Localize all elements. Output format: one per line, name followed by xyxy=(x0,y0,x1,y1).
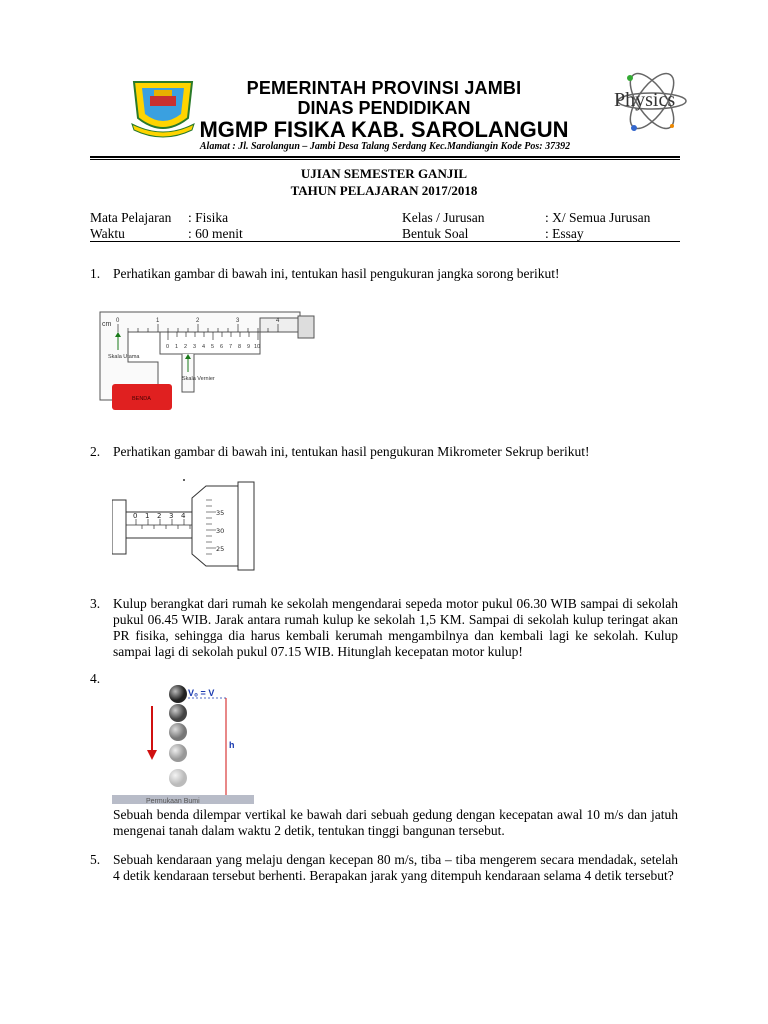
micrometer-sleeve-tick: 2 xyxy=(157,512,162,520)
caliper-vernier-tick: 7 xyxy=(229,344,233,350)
question-4-text: Sebuah benda dilempar vertikal ke bawah dari sebuah gedung dengan kecepatan awal 10 m/s dan jatuh mengenai tanah dalam waktu 2 detik, tentukan tinggi bangunan tersebut. xyxy=(113,807,678,838)
micrometer-thimble-tick: 25 xyxy=(216,545,225,553)
time-value: : 60 menit xyxy=(188,226,243,241)
question-1-number: 1. xyxy=(90,266,101,281)
header-mgmp: MGMP FISIKA KAB. SAROLANGUN xyxy=(199,117,569,142)
caliper-unit-label: cm xyxy=(102,321,112,328)
exam-year: TAHUN PELAJARAN 2017/2018 xyxy=(290,183,478,198)
question-2-text: Perhatikan gambar di bawah ini, tentukan hasil pengukuran Mikrometer Sekrup berikut! xyxy=(113,444,590,459)
physics-logo-text: Physics xyxy=(614,89,676,111)
caliper-vernier-tick: 2 xyxy=(184,344,188,350)
header-government: PEMERINTAH PROVINSI JAMBI xyxy=(246,78,522,98)
form-value: : Essay xyxy=(545,226,584,241)
header-divider-thin xyxy=(90,159,680,160)
free-fall-v0-label: V₀ = V xyxy=(188,688,215,698)
exam-title: UJIAN SEMESTER GANJIL xyxy=(300,166,468,181)
question-2-number: 2. xyxy=(90,444,101,459)
vernier-caliper-figure xyxy=(98,300,320,412)
micrometer-sleeve-tick: 3 xyxy=(169,512,174,520)
caliper-vernier-tick: 3 xyxy=(193,344,197,350)
caliper-vernier-tick: 8 xyxy=(238,344,242,350)
caliper-vernier-scale-label: Skala Vernier xyxy=(182,376,215,382)
caliper-main-tick: 3 xyxy=(236,318,240,324)
header-address: Alamat : Jl. Sarolangun – Jambi Desa Talang Serdang Kec.Mandiangin Kode Pos: 37392 xyxy=(199,141,571,152)
caliper-main-tick: 1 xyxy=(156,318,160,324)
question-4-number: 4. xyxy=(90,671,101,686)
class-label: Kelas / Jurusan xyxy=(402,210,485,225)
class-value: : X/ Semua Jurusan xyxy=(545,210,651,225)
caliper-main-tick: 4 xyxy=(276,318,280,324)
micrometer-thimble-tick: 30 xyxy=(216,527,225,535)
question-1-text: Perhatikan gambar di bawah ini, tentukan hasil pengukuran jangka sorong berikut! xyxy=(113,266,560,281)
question-5-text: Sebuah kendaraan yang melaju dengan kecepan 80 m/s, tiba – tiba mengerem secara mendadak, setelah 4 detik kendaraan tersebut berhenti. Berapakan jarak yang ditempuh kendaraan selama 4 detik tersebut? xyxy=(113,852,678,883)
free-fall-figure xyxy=(112,682,258,806)
micrometer-thimble-tick: 35 xyxy=(216,509,225,517)
free-fall-height-label: h xyxy=(229,740,235,750)
time-label: Waktu xyxy=(90,226,125,241)
caliper-object-label: BENDA xyxy=(132,396,151,402)
caliper-vernier-tick: 6 xyxy=(220,344,224,350)
question-3-text: Kulup berangkat dari rumah ke sekolah mengendarai sepeda motor pukul 06.30 WIB sampai di sekolah pukul 06.45 WIB. Jarak antara rumah kulup ke sekolah 1,5 KM. Sampai di sekolah kulup teringat akan PR fisika, sehingga dia harus kembali kerumah mengambilnya dan kembali lagi ke sekolah. Kulup sampai lagi di sekolah pukul 07.15 WIB. Hitunglah kecepatan motor kulup! xyxy=(113,596,678,659)
header-department: DINAS PENDIDIKAN xyxy=(297,98,471,118)
caliper-vernier-tick: 1 xyxy=(175,344,179,350)
caliper-main-tick: 2 xyxy=(196,318,200,324)
question-3-number: 3. xyxy=(90,596,101,611)
caliper-main-scale-label: Skala Utama xyxy=(108,354,140,360)
micrometer-sleeve-tick: 4 xyxy=(181,512,186,520)
micrometer-figure xyxy=(112,478,262,574)
micrometer-sleeve-tick: 0 xyxy=(133,512,138,520)
caliper-vernier-tick: 4 xyxy=(202,344,206,350)
question-5-number: 5. xyxy=(90,852,101,867)
info-divider xyxy=(90,241,680,242)
header-divider-thick xyxy=(90,156,680,158)
caliper-vernier-tick: 9 xyxy=(247,344,251,350)
subject-value: : Fisika xyxy=(188,210,229,225)
caliper-vernier-tick: 10 xyxy=(254,344,261,350)
subject-label: Mata Pelajaran xyxy=(90,210,172,225)
caliper-vernier-tick: 0 xyxy=(166,344,170,350)
free-fall-ground-label: Permukaan Bumi xyxy=(146,798,200,805)
micrometer-sleeve-tick: 1 xyxy=(145,512,150,520)
form-label: Bentuk Soal xyxy=(402,226,469,241)
caliper-vernier-tick: 5 xyxy=(211,344,215,350)
caliper-main-tick: 0 xyxy=(116,318,120,324)
